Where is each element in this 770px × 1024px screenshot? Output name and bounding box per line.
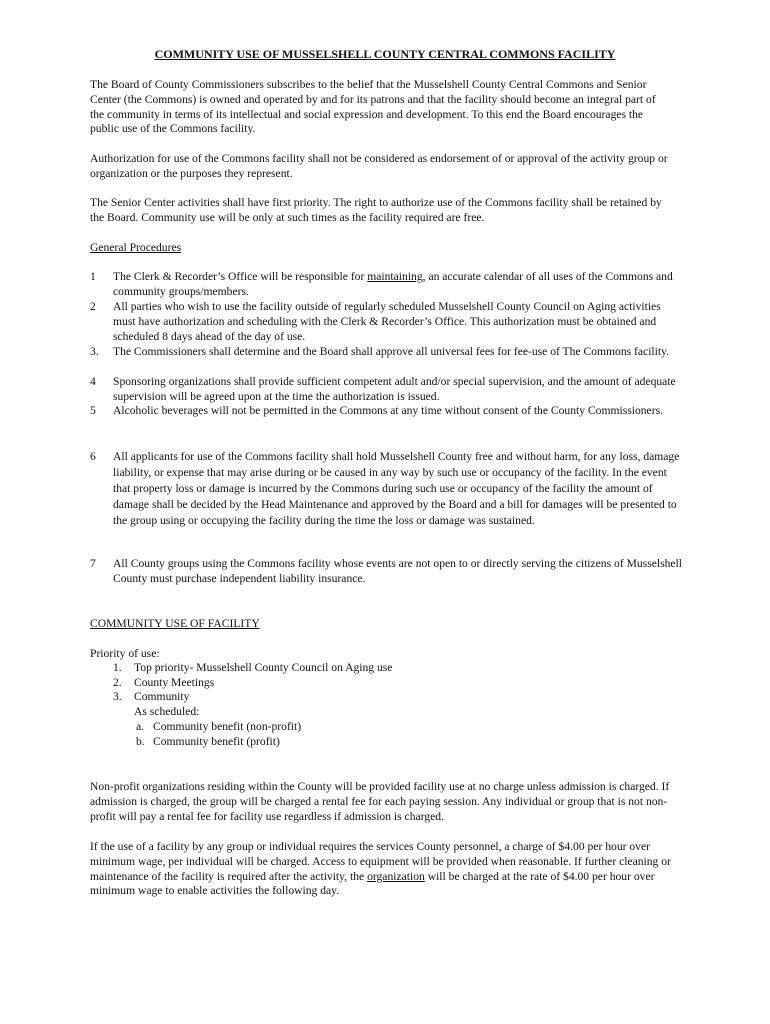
priority-label: Priority of use: (90, 647, 160, 660)
procedure-text: Sponsoring organizations shall provide sufficient competent adult and/or special supervision, and the amount of adequate supervision will be agreed upon at the time the authorization is issued. (113, 375, 676, 403)
procedure-text: All parties who wish to use the facility outside of regularly scheduled Musselshell County Council on Aging activities must have authorization and scheduling with the Clerk & Recorder’s Office. This authorization must be obtained and scheduled 8 days ahead of the day of use. (113, 300, 661, 343)
nonprofit-paragraph: Non-profit organizations residing within the County will be provided facility use at no charge unless admission is charged. If admission is charged, the group will be charged a rental fee for each paying session. Any individual or group that is not non-profit will pay a rental fee for facility use regardless if admission is charged. (90, 780, 670, 823)
underlined-word: maintaining (367, 270, 423, 283)
intro-paragraph-1: The Board of County Commissioners subscribes to the belief that the Musselshell County Central Commons and Senior Center (the Commons) is owned and operated by and for its patrons and that the facility should become an integral part of the community in terms of its intellectual and social expression and development. To this end the Board encourages the public use of the Commons facility. (90, 78, 656, 136)
priority-item-1: 1. Top priority- Musselshell County Council on Aging use (113, 661, 393, 674)
community-use-heading: COMMUNITY USE OF FACILITY (90, 617, 260, 630)
procedure-number: 4 (90, 375, 96, 388)
intro-paragraph-2: Authorization for use of the Commons facility shall not be considered as endorsement of or approval of the activity group or organization or the purposes they represent. (90, 152, 668, 180)
procedure-number: 3. (90, 345, 99, 358)
sub-item-a: a. Community benefit (non-profit) (136, 720, 302, 733)
procedure-text: The Commissioners shall determine and the Board shall approve all universal fees for fee-use of The Commons facility. (113, 345, 670, 358)
procedure-number: 6 (90, 450, 96, 463)
general-procedures-heading: General Procedures (90, 241, 182, 254)
as-scheduled-label: As scheduled: (134, 705, 200, 718)
document-title: COMMUNITY USE OF MUSSELSHELL COUNTY CENTRAL COMMONS FACILITY (154, 47, 616, 61)
procedure-number: 2 (90, 300, 96, 313)
procedure-number: 5 (90, 404, 96, 417)
sub-item-b: b. Community benefit (profit) (136, 735, 280, 748)
procedure-text: All County groups using the Commons facility whose events are not open to or directly serving the citizens of Musselshell County must purchase independent liability insurance. (113, 557, 682, 585)
priority-item-3: 3. Community (113, 690, 190, 703)
fee-paragraph: If the use of a facility by any group or individual requires the services County personnel, a charge of $4.00 per hour over minimum wage, per individual will be charged. Access to equipment will be provided when reasonable. If further cleaning or maintenance of the facility is required after the activity, the organization will be charged at the rate of $4.00 per hour over minimum wage to enable activities the following day. (90, 840, 671, 898)
procedure-number: 7 (90, 557, 96, 570)
intro-paragraph-3: The Senior Center activities shall have first priority. The right to authorize use of the Commons facility shall be retained by the Board. Community use will be only at such times as the facility required are free. (90, 196, 662, 224)
procedure-number: 1 (90, 270, 96, 283)
priority-item-2: 2. County Meetings (113, 676, 215, 689)
underlined-word: organization (367, 869, 425, 883)
procedure-text: Alcoholic beverages will not be permitted in the Commons at any time without consent of the County Commissioners. (113, 404, 663, 417)
procedure-text: All applicants for use of the Commons facility shall hold Musselshell County free and without harm, for any loss, damage liability, or expense that may arise during or be caused in any way by such use or occupancy of the facility. In the event that property loss or damage is incurred by the Commons during such use or occupancy of the facility the amount of damage shall be decided by the Head Maintenance and approved by the Board and a bill for damages will be presented to the group using or occupying the facility during the time the loss or damage was sustained. (113, 450, 680, 527)
procedure-text: The Clerk & Recorder’s Office will be responsible for maintaining, an accurate calendar of all uses of the Commons and community groups/members. (113, 270, 673, 298)
